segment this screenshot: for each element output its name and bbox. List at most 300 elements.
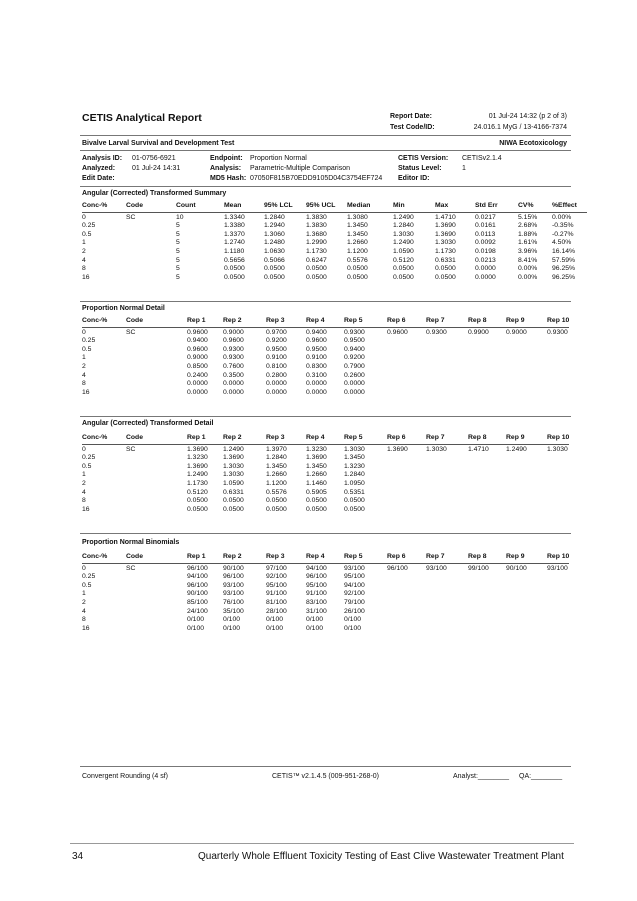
- section-title-pn-detail: Proportion Normal Detail: [82, 305, 165, 312]
- table-row: [82, 625, 569, 634]
- table-cell: 0.7600: [223, 362, 244, 370]
- table-cell: 0: [82, 328, 86, 336]
- table-cell: [506, 489, 547, 498]
- table-row: [82, 608, 569, 617]
- table-cell: [468, 573, 506, 582]
- table-cell: 0.9500: [344, 337, 365, 345]
- table-cell: 96.25%: [552, 273, 576, 281]
- table-cell: [468, 389, 506, 398]
- table-cell: 0.2800: [266, 371, 287, 379]
- table-cell: 0.9600: [187, 345, 208, 353]
- table-row: [82, 346, 569, 355]
- table-cell: [547, 599, 569, 608]
- table-cell: [547, 497, 569, 506]
- table-row: [82, 471, 569, 480]
- table-row: [82, 380, 569, 389]
- table-cell: [547, 389, 569, 398]
- table-cell: [426, 471, 468, 480]
- divider: [80, 186, 571, 187]
- table-cell: [126, 222, 176, 231]
- table-cell: [126, 463, 187, 472]
- column-header: Rep 7: [426, 434, 468, 444]
- table-cell: [468, 363, 506, 372]
- table-cell: 0/100: [223, 624, 241, 632]
- table-cell: 96/100: [387, 564, 408, 572]
- table-cell: 0/100: [187, 616, 205, 624]
- table-cell: [506, 582, 547, 591]
- analysis-id: 01-0756-6921: [132, 155, 176, 162]
- table-cell: 93/100: [223, 590, 244, 598]
- table-row: [82, 231, 587, 240]
- table-cell: [468, 582, 506, 591]
- table-cell: 0.0000: [475, 265, 496, 273]
- table-row: [82, 265, 587, 274]
- table-cell: 0.3500: [223, 371, 244, 379]
- page-number: 34: [72, 851, 84, 862]
- table-cell: 0.9300: [344, 328, 365, 336]
- table-cell: [506, 454, 547, 463]
- table-cell: 1.1730: [306, 247, 327, 255]
- table-cell: [387, 625, 426, 634]
- table-row: [82, 212, 587, 222]
- table-cell: 1.3690: [187, 462, 208, 470]
- table-cell: 1.1460: [306, 479, 327, 487]
- table-cell: 1.2940: [264, 222, 285, 230]
- column-header: CV%: [518, 202, 552, 212]
- table-cell: 8: [82, 497, 86, 505]
- table-cell: 1.2490: [187, 471, 208, 479]
- table-cell: 0.9600: [223, 337, 244, 345]
- table-cell: [468, 346, 506, 355]
- column-header: Rep 1: [187, 434, 223, 444]
- table-cell: [468, 497, 506, 506]
- table-cell: 0.0000: [306, 388, 327, 396]
- table-row: [82, 327, 569, 337]
- table-cell: 0.5576: [266, 488, 287, 496]
- table-cell: 2: [82, 598, 86, 606]
- table-cell: 0.2600: [344, 371, 365, 379]
- table-cell: 0.25: [82, 454, 96, 462]
- table-cell: [126, 497, 187, 506]
- table-cell: 0.0000: [266, 380, 287, 388]
- table-cell: [387, 608, 426, 617]
- table-cell: 1: [82, 354, 86, 362]
- table-cell: [387, 454, 426, 463]
- table-cell: [468, 354, 506, 363]
- table-cell: 0.9900: [468, 328, 489, 336]
- table-cell: 0.0500: [266, 497, 287, 505]
- table-row: [82, 372, 569, 381]
- table-cell: 0.5120: [393, 256, 414, 264]
- table-cell: 0.0217: [475, 213, 496, 221]
- table-cell: 0.0500: [223, 497, 244, 505]
- table-cell: [506, 497, 547, 506]
- table-cell: 76/100: [223, 598, 244, 606]
- table-row: [82, 389, 569, 398]
- table-cell: 1.3230: [187, 454, 208, 462]
- table-cell: 0.0500: [264, 265, 285, 273]
- table-cell: 5: [176, 273, 180, 281]
- table-cell: 1.0630: [264, 247, 285, 255]
- column-header: Rep 2: [223, 317, 266, 327]
- table-cell: 16: [82, 273, 90, 281]
- analyst-field: Analyst:________: [453, 773, 510, 780]
- table-cell: 0.5: [82, 230, 92, 238]
- column-header: Rep 5: [344, 317, 387, 327]
- table-cell: 96/100: [187, 581, 208, 589]
- table-cell: 0.9300: [426, 328, 447, 336]
- table-cell: [426, 372, 468, 381]
- table-cell: 1.2660: [306, 471, 327, 479]
- table-cell: 95/100: [344, 573, 365, 581]
- table-cell: 24/100: [187, 607, 208, 615]
- edit-date-label: Edit Date:: [82, 175, 115, 182]
- column-header: Rep 10: [547, 553, 569, 563]
- column-header: Rep 3: [266, 553, 306, 563]
- table-cell: 1.2490: [506, 445, 527, 453]
- table-cell: SC: [126, 213, 136, 221]
- table-cell: 1.2990: [306, 239, 327, 247]
- table-cell: 1.3830: [306, 222, 327, 230]
- table-cell: [547, 616, 569, 625]
- table-cell: 0.9100: [266, 354, 287, 362]
- table-cell: -0.35%: [552, 222, 574, 230]
- table-row: [82, 454, 569, 463]
- table-cell: 8: [82, 265, 86, 273]
- table-cell: 0.0092: [475, 239, 496, 247]
- table-cell: [126, 506, 187, 515]
- table-cell: 0.9200: [266, 337, 287, 345]
- table-cell: 0.9600: [187, 328, 208, 336]
- table-cell: [547, 573, 569, 582]
- column-header: Std Err: [475, 202, 518, 212]
- table-cell: 0.5120: [187, 488, 208, 496]
- table-cell: 0.9000: [223, 328, 244, 336]
- table-cell: 1.3690: [435, 222, 456, 230]
- column-header: Rep 10: [547, 434, 569, 444]
- table-cell: [387, 599, 426, 608]
- table-cell: 5: [176, 230, 180, 238]
- column-header: %Effect: [552, 202, 587, 212]
- table-cell: 1: [82, 239, 86, 247]
- table-cell: [387, 363, 426, 372]
- table-cell: 0.0000: [187, 388, 208, 396]
- table-cell: [426, 489, 468, 498]
- status-label: Status Level:: [398, 165, 442, 172]
- table-cell: 26/100: [344, 607, 365, 615]
- table-cell: 4.50%: [552, 239, 572, 247]
- table-cell: 0.0113: [475, 230, 496, 238]
- column-header: Rep 4: [306, 434, 344, 444]
- table-cell: 0.6247: [306, 256, 327, 264]
- table-cell: [387, 497, 426, 506]
- table-cell: 0.5: [82, 345, 92, 353]
- test-name: Bivalve Larval Survival and Development Test: [82, 140, 235, 147]
- table-cell: 0.0500: [393, 265, 414, 273]
- table-cell: [506, 389, 547, 398]
- column-header: Rep 8: [468, 434, 506, 444]
- table-cell: [126, 471, 187, 480]
- column-header: Rep 10: [547, 317, 569, 327]
- column-header: Rep 9: [506, 317, 547, 327]
- table-cell: 1.0950: [344, 479, 365, 487]
- section-title-summary: Angular (Corrected) Transformed Summary: [82, 190, 227, 197]
- section-title-ang-detail: Angular (Corrected) Transformed Detail: [82, 420, 214, 427]
- table-cell: [126, 389, 187, 398]
- table-cell: [126, 380, 187, 389]
- table-cell: [126, 274, 176, 283]
- table-cell: 0.9300: [547, 328, 568, 336]
- table-header: [82, 317, 569, 327]
- md5-label: MD5 Hash:: [210, 175, 247, 182]
- table-cell: [547, 480, 569, 489]
- editor-label: Editor ID:: [398, 175, 430, 182]
- table-cell: 0.7900: [344, 362, 365, 370]
- table-cell: [506, 616, 547, 625]
- analyzed-label: Analyzed:: [82, 165, 116, 172]
- table-cell: 90/100: [223, 564, 244, 572]
- pn-detail-table: [82, 317, 569, 397]
- divider: [80, 301, 571, 302]
- table-row: [82, 444, 569, 454]
- table-cell: [426, 599, 468, 608]
- table-cell: 0.0000: [306, 380, 327, 388]
- qa-field: QA:________: [519, 773, 563, 780]
- table-cell: 1.3030: [223, 462, 244, 470]
- table-cell: [547, 489, 569, 498]
- table-cell: 0.6331: [435, 256, 456, 264]
- table-cell: 1.3450: [306, 462, 327, 470]
- column-header: Rep 7: [426, 317, 468, 327]
- column-header: Rep 6: [387, 434, 426, 444]
- table-cell: 0.9600: [306, 337, 327, 345]
- table-cell: 0/100: [344, 616, 362, 624]
- table-cell: 0.9300: [223, 345, 244, 353]
- table-cell: 0.0500: [264, 273, 285, 281]
- table-cell: [126, 372, 187, 381]
- table-row: [82, 489, 569, 498]
- column-header: Rep 3: [266, 434, 306, 444]
- test-code: 24.016.1 MyG / 13-4166-7374: [473, 124, 567, 131]
- analysis: Parametric-Multiple Comparison: [250, 165, 350, 172]
- table-cell: 1.2490: [393, 213, 414, 221]
- table-cell: [426, 337, 468, 346]
- table-cell: 1.2490: [393, 239, 414, 247]
- table-cell: 1.3060: [264, 230, 285, 238]
- endpoint-label: Endpoint:: [210, 155, 243, 162]
- table-cell: 96.25%: [552, 265, 576, 273]
- column-header: Rep 4: [306, 553, 344, 563]
- table-cell: [506, 625, 547, 634]
- analysis-id-label: Analysis ID:: [82, 155, 123, 162]
- table-cell: [426, 380, 468, 389]
- table-cell: [506, 463, 547, 472]
- table-cell: 95/100: [266, 581, 287, 589]
- column-header: 95% UCL: [306, 202, 347, 212]
- table-cell: [387, 616, 426, 625]
- table-cell: 8.41%: [518, 256, 538, 264]
- footer-rule: [70, 843, 574, 844]
- column-header: Code: [126, 434, 187, 444]
- table-cell: [468, 372, 506, 381]
- table-cell: 57.59%: [552, 256, 576, 264]
- document-title: Quarterly Whole Effluent Toxicity Testing of East Clive Wastewater Treatment Plant: [198, 851, 564, 862]
- table-cell: 5: [176, 265, 180, 273]
- table-cell: 0.25: [82, 337, 96, 345]
- table-cell: [468, 608, 506, 617]
- table-cell: [506, 480, 547, 489]
- table-cell: 92/100: [344, 590, 365, 598]
- table-cell: 2: [82, 479, 86, 487]
- table-cell: 1.2840: [344, 471, 365, 479]
- table-cell: 3.96%: [518, 247, 538, 255]
- table-cell: 0.9000: [187, 354, 208, 362]
- table-cell: 1.3080: [347, 213, 368, 221]
- table-cell: 0/100: [344, 624, 362, 632]
- table-row: [82, 463, 569, 472]
- table-cell: 1.2660: [266, 471, 287, 479]
- column-header: Count: [176, 202, 224, 212]
- table-cell: [426, 497, 468, 506]
- table-row: [82, 616, 569, 625]
- table-cell: 16: [82, 505, 90, 513]
- md5-hash: 07050F815B70EDD9105D04C3754EF724: [250, 175, 383, 182]
- column-header: Rep 8: [468, 553, 506, 563]
- table-cell: [387, 354, 426, 363]
- table-cell: [126, 354, 187, 363]
- table-cell: [126, 346, 187, 355]
- column-header: Rep 7: [426, 553, 468, 563]
- table-cell: 0.2400: [187, 371, 208, 379]
- table-cell: [387, 346, 426, 355]
- table-cell: [547, 354, 569, 363]
- table-cell: 1: [82, 590, 86, 598]
- table-cell: [426, 463, 468, 472]
- table-cell: 0/100: [266, 624, 284, 632]
- table-cell: [547, 337, 569, 346]
- column-header: Rep 2: [223, 553, 266, 563]
- table-cell: 0.9700: [266, 328, 287, 336]
- table-cell: 0.5905: [306, 488, 327, 496]
- table-cell: 0.9600: [387, 328, 408, 336]
- table-cell: 5: [176, 256, 180, 264]
- table-cell: 0.25: [82, 222, 96, 230]
- table-cell: 0.0000: [223, 388, 244, 396]
- table-header: [82, 553, 569, 563]
- table-cell: 0.5576: [347, 256, 368, 264]
- table-cell: [468, 489, 506, 498]
- table-cell: 31/100: [306, 607, 327, 615]
- table-cell: [468, 463, 506, 472]
- table-cell: [506, 506, 547, 515]
- table-cell: 0.9400: [344, 345, 365, 353]
- table-cell: 0: [82, 445, 86, 453]
- table-cell: [126, 573, 187, 582]
- table-cell: 1.0590: [223, 479, 244, 487]
- table-cell: 0.8300: [306, 362, 327, 370]
- table-cell: [426, 480, 468, 489]
- table-cell: 1.2660: [347, 239, 368, 247]
- column-header: Code: [126, 553, 187, 563]
- table-cell: 0.9500: [266, 345, 287, 353]
- table-cell: 0.5066: [264, 256, 285, 264]
- column-header: Rep 6: [387, 317, 426, 327]
- table-cell: 0.0000: [344, 380, 365, 388]
- table-cell: [547, 471, 569, 480]
- table-cell: SC: [126, 328, 136, 336]
- table-cell: [468, 599, 506, 608]
- column-header: 95% LCL: [264, 202, 306, 212]
- table-cell: [387, 480, 426, 489]
- table-cell: 4: [82, 371, 86, 379]
- table-row: [82, 337, 569, 346]
- table-cell: [506, 590, 547, 599]
- table-cell: 1.61%: [518, 239, 538, 247]
- table-cell: -0.27%: [552, 230, 574, 238]
- table-cell: 5: [176, 239, 180, 247]
- table-cell: [506, 380, 547, 389]
- table-row: [82, 257, 587, 266]
- table-cell: 0.9400: [187, 337, 208, 345]
- table-cell: 1.3450: [344, 454, 365, 462]
- table-cell: [387, 506, 426, 515]
- table-cell: 1.3030: [547, 445, 568, 453]
- table-cell: [468, 380, 506, 389]
- table-cell: 94/100: [344, 581, 365, 589]
- table-cell: [126, 257, 176, 266]
- table-cell: 0.0500: [306, 505, 327, 513]
- table-cell: [126, 616, 187, 625]
- table-cell: 90/100: [506, 564, 527, 572]
- table-cell: 0/100: [306, 624, 324, 632]
- table-cell: [126, 337, 187, 346]
- table-cell: 90/100: [187, 590, 208, 598]
- table-cell: [547, 372, 569, 381]
- table-cell: [468, 616, 506, 625]
- table-cell: 0.0198: [475, 247, 496, 255]
- report-date: 01 Jul-24 14:32 (p 2 of 3): [488, 113, 567, 120]
- divider: [80, 135, 571, 136]
- table-cell: 1.4710: [435, 213, 456, 221]
- table-cell: 8: [82, 616, 86, 624]
- table-cell: [126, 480, 187, 489]
- table-cell: 0.0500: [187, 497, 208, 505]
- table-cell: 1.2480: [264, 239, 285, 247]
- table-cell: 35/100: [223, 607, 244, 615]
- column-header: Code: [126, 317, 187, 327]
- table-cell: 1.3030: [393, 230, 414, 238]
- column-header: Rep 1: [187, 553, 223, 563]
- table-cell: 1.3370: [224, 230, 245, 238]
- column-header: Rep 4: [306, 317, 344, 327]
- table-cell: [426, 616, 468, 625]
- table-cell: [547, 608, 569, 617]
- table-cell: 94/100: [306, 564, 327, 572]
- test-code-label: Test Code/ID:: [390, 124, 435, 131]
- table-cell: 0: [82, 564, 86, 572]
- table-cell: [126, 608, 187, 617]
- endpoint: Proportion Normal: [250, 155, 307, 162]
- table-cell: 1.0590: [393, 247, 414, 255]
- table-cell: 0.5656: [224, 256, 245, 264]
- table-cell: 1.3690: [187, 445, 208, 453]
- table-cell: 92/100: [266, 573, 287, 581]
- table-cell: [126, 363, 187, 372]
- table-cell: 1.2490: [223, 445, 244, 453]
- table-cell: [506, 346, 547, 355]
- table-cell: [426, 389, 468, 398]
- table-cell: 99/100: [468, 564, 489, 572]
